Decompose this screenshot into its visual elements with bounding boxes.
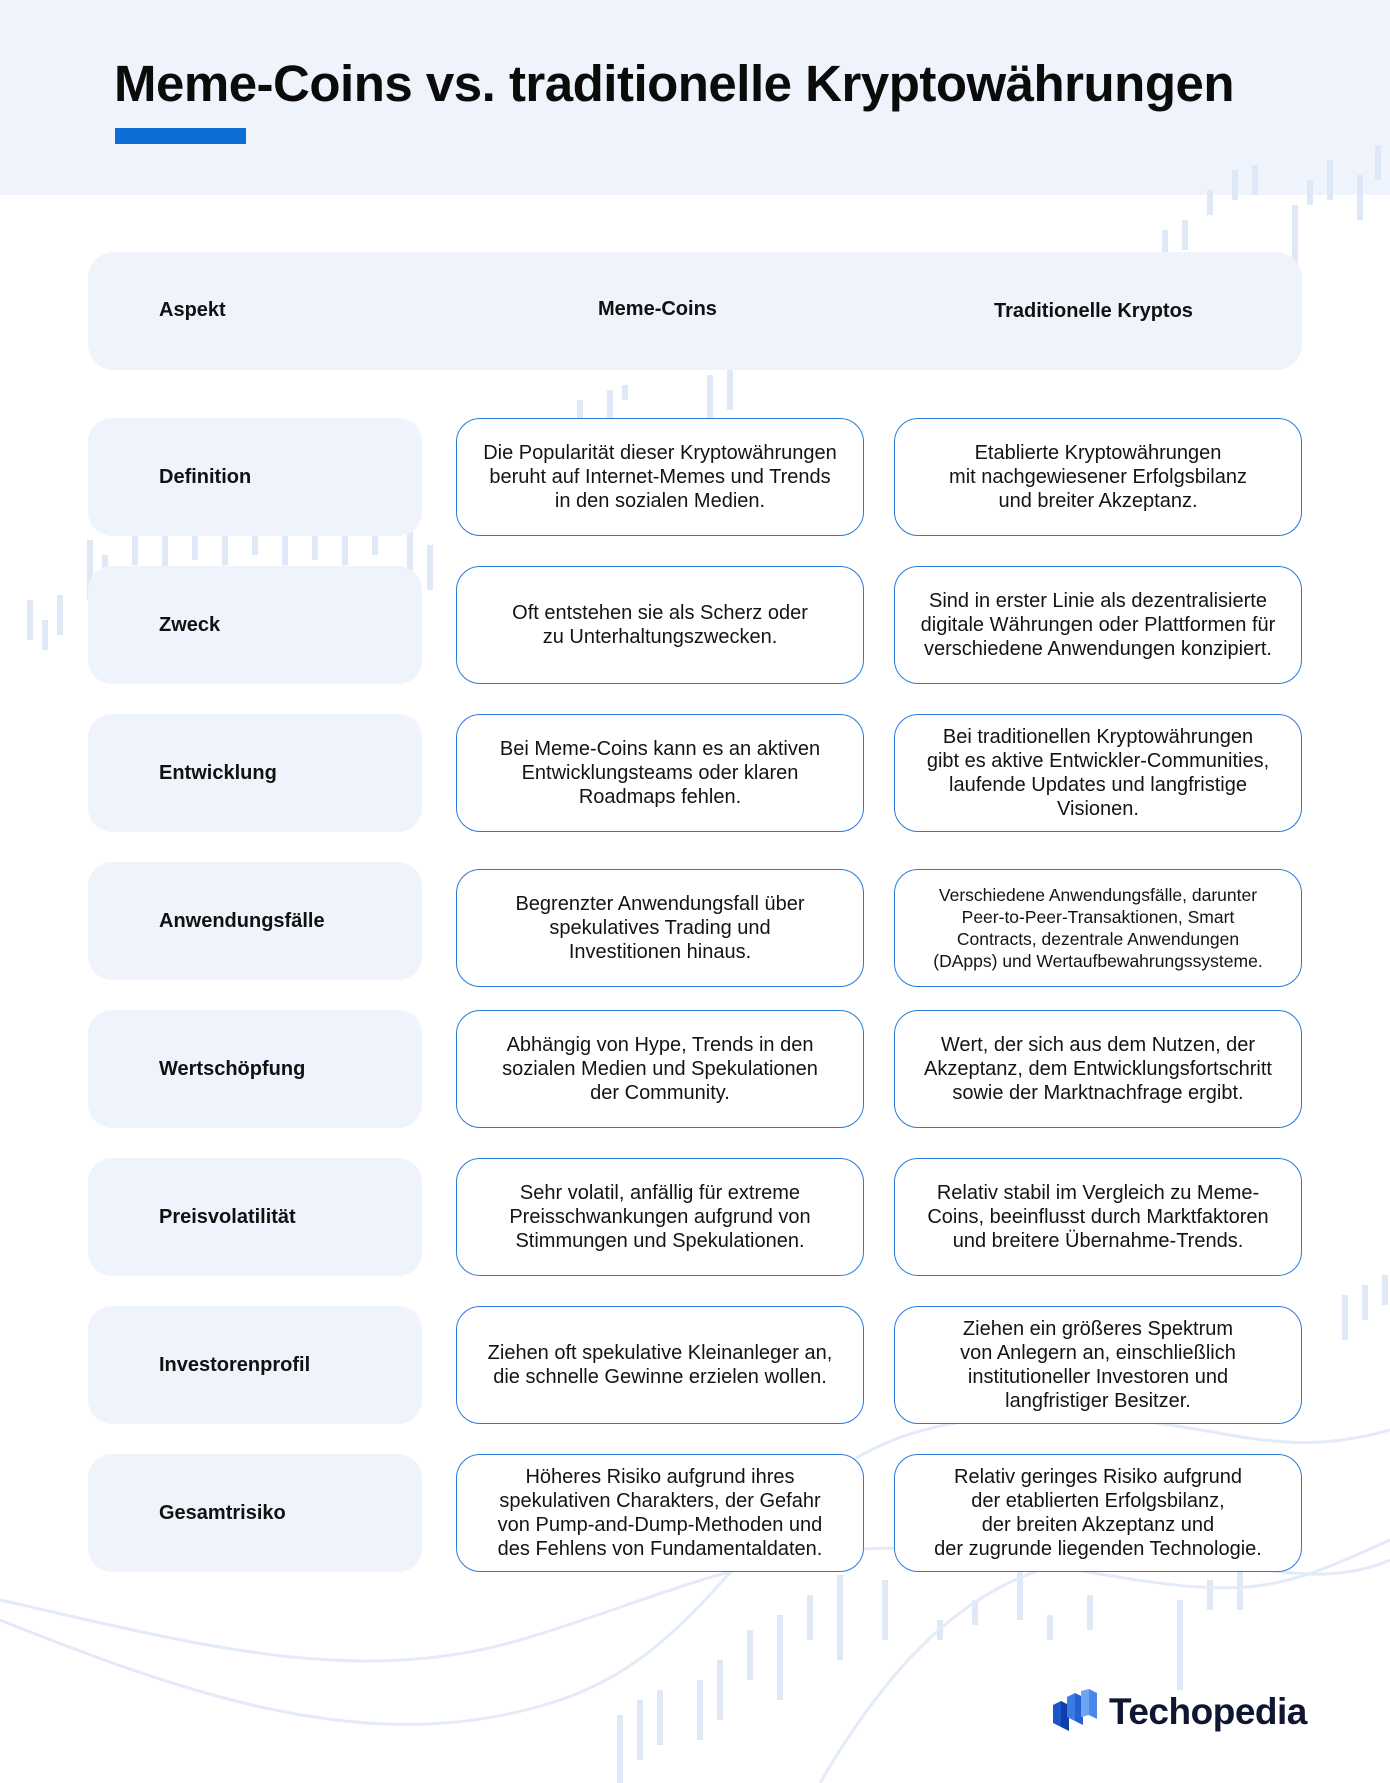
table-cell-meme [456,1306,864,1424]
cell-text: Bei traditionellen Kryptowährungen gibt es aktive Entwickler-Communities, laufende Updates und langfristige Visionen. [926,726,1270,820]
row-label-entwicklung: Entwicklung [88,714,422,832]
cell-text: Die Popularität dieser Kryptowährungen beruht auf Internet-Memes und Trends in den sozialen Medien. [483,442,837,512]
table-cell-traditional [894,566,1302,684]
row-label-gesamtrisiko: Gesamtrisiko [88,1454,422,1572]
cell-text: Abhängig von Hype, Trends in den sozialen Medien und Spekulationen der Community. [502,1034,818,1104]
row-label-zweck: Zweck [88,566,422,684]
cell-text: Ziehen oft spekulative Kleinanleger an, die schnelle Gewinne erzielen wollen. [487,1342,833,1388]
header-aspect: Aspekt [159,299,226,321]
table-cell-meme [456,714,864,832]
row-label-definition: Definition [88,418,422,536]
header-traditional: Traditionelle Kryptos [994,300,1193,322]
brand-name: Techopedia [1109,1691,1307,1732]
cell-text: Höheres Risiko aufgrund ihres spekulativen Charakters, der Gefahr von Pump-and-Dump-Methoden und des Fehlens von Fundamentaldaten. [497,1466,823,1560]
cell-text: Sehr volatil, anfällig für extreme Preisschwankungen aufgrund von Stimmungen und Spekulationen. [509,1182,811,1252]
table-cell-meme [456,869,864,987]
page-title: Meme-Coins vs. traditionelle Kryptowährungen [114,55,1234,112]
techopedia-logo[interactable] [1053,1688,1307,1736]
header-meme-coins: Meme-Coins [598,298,717,320]
table-cell-traditional [894,1306,1302,1424]
table-cell-traditional [894,714,1302,832]
cell-text: Ziehen ein größeres Spektrum von Anlegern an, einschließlich institutioneller Investoren und langfristiger Besitzer. [960,1318,1236,1412]
table-cell-meme [456,1010,864,1128]
cell-text: Bei Meme-Coins kann es an aktiven Entwicklungsteams oder klaren Roadmaps fehlen. [499,738,821,808]
row-label-anwendungsfaelle: Anwendungsfälle [88,862,422,980]
table-cell-traditional [894,418,1302,536]
table-cell-traditional [894,1010,1302,1128]
techopedia-logo-icon [1053,1689,1097,1735]
table-cell-meme [456,566,864,684]
cell-text: Verschiedene Anwendungsfälle, darunter Peer-to-Peer-Transaktionen, Smart Contracts, dezentrale Anwendungen (DApps) und Wertaufbewahrungssysteme. [933,885,1263,971]
table-cell-meme [456,1158,864,1276]
table-cell-traditional [894,869,1302,987]
table-cell-traditional [894,1454,1302,1572]
title-underline [115,128,246,144]
table-cell-traditional [894,1158,1302,1276]
cell-text: Begrenzter Anwendungsfall über spekulatives Trading und Investitionen hinaus. [515,893,805,963]
cell-text: Etablierte Kryptowährungen mit nachgewiesener Erfolgsbilanz und breiter Akzeptanz. [949,442,1247,512]
cell-text: Oft entstehen sie als Scherz oder zu Unterhaltungszwecken. [512,602,808,648]
cell-text: Relativ stabil im Vergleich zu Meme- Coins, beeinflusst durch Marktfaktoren und breitere Übernahme-Trends. [927,1182,1269,1252]
table-cell-meme [456,418,864,536]
row-label-investorenprofil: Investorenprofil [88,1306,422,1424]
cell-text: Relativ geringes Risiko aufgrund der etablierten Erfolgsbilanz, der breiten Akzeptanz und der zugrunde liegenden Technologie. [934,1466,1262,1560]
cell-text: Wert, der sich aus dem Nutzen, der Akzeptanz, dem Entwicklungsfortschritt sowie der Marktnachfrage ergibt. [924,1034,1272,1104]
table-cell-meme [456,1454,864,1572]
row-label-wertschoepfung: Wertschöpfung [88,1010,422,1128]
cell-text: Sind in erster Linie als dezentralisierte digitale Währungen oder Plattformen für verschiedene Anwendungen konzipiert. [920,590,1276,660]
table-header [88,252,1302,370]
row-label-preisvolatilitaet: Preisvolatilität [88,1158,422,1276]
